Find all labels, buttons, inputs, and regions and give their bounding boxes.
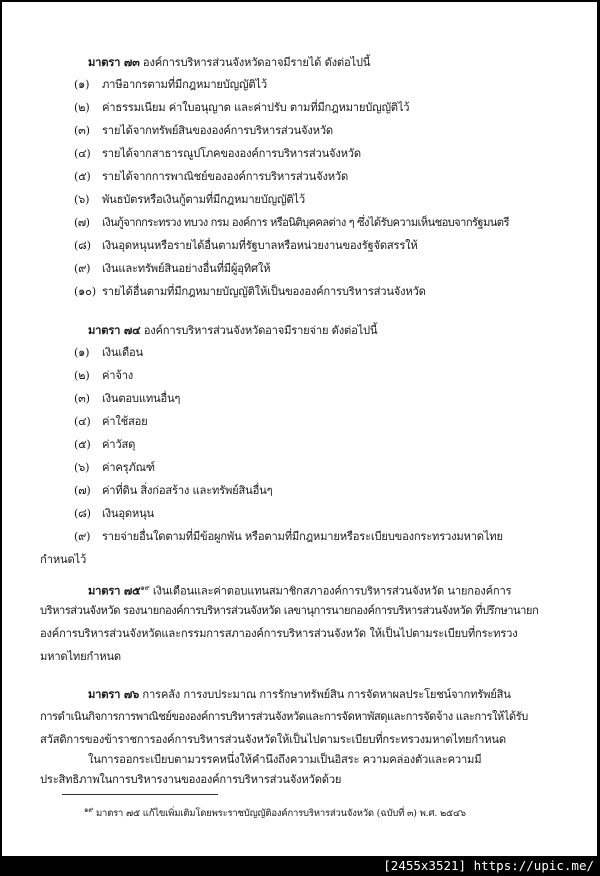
section-75-line: มาตรา ๗๕$^{๑๙}$ เงินเดือนและค่าตอบแทนสมาชิกสภาองค์การบริหารส่วนจังหวัด นายกองค์การ xyxy=(88,583,512,598)
section-75-label: มาตรา ๗๕ xyxy=(88,583,141,598)
list-item: (๖) พันธบัตรหรือเงินกู้ตามที่มีกฎหมายบัญญัติไว้ xyxy=(74,193,305,206)
list-item: (๖) ค่าครุภัณฑ์ xyxy=(74,461,155,474)
list-item: (๕) ค่าวัสดุ xyxy=(74,438,136,451)
section-76-line: สวัสดิการของข้าราชการองค์การบริหารส่วนจังหวัดให้เป็นไปตามระเบียบที่กระทรวงมหาดไทยกำหนด xyxy=(40,733,506,746)
list-item: (๗) เงินกู้จากกระทรวง ทบวง กรม องค์การ หรือนิติบุคคลต่าง ๆ ซึ่งได้รับความเห็นชอบจากรัฐมนตรี xyxy=(74,216,509,229)
footnote-mark: ๑๙ xyxy=(84,806,94,814)
section-74-heading: มาตรา ๗๔ องค์การบริหารส่วนจังหวัดอาจมีรายจ่าย ดังต่อไปนี้ xyxy=(88,323,378,337)
footnote-marker: ๑๙ xyxy=(140,584,150,592)
list-item: (๘) เงินอุดหนุน xyxy=(74,507,154,520)
section-76-line: ในการออกระเบียบตามวรรคหนึ่งให้คำนึงถึงความเป็นอิสระ ความคล่องตัวและความมี xyxy=(88,753,482,766)
list-item: (๙) เงินและทรัพย์สินอย่างอื่นที่มีผู้อุทิศให้ xyxy=(74,262,271,275)
list-item: (๒) ค่าธรรมเนียม ค่าใบอนุญาต และค่าปรับ ตามที่มีกฎหมายบัญญัติไว้ xyxy=(74,101,410,114)
section-76-line: ประสิทธิภาพในการบริหารงานขององค์การบริหารส่วนจังหวัดด้วย xyxy=(40,773,342,786)
section-73-heading: มาตรา ๗๓ องค์การบริหารส่วนจังหวัดอาจมีรายได้ ดังต่อไปนี้ xyxy=(88,55,371,69)
section-74-continuation: กำหนดไว้ xyxy=(40,553,87,566)
footnote: $^{๑๙}$ มาตรา ๗๕ แก้ไขเพิ่มเติมโดยพระราชบัญญัติองค์การบริหารส่วนจังหวัด (ฉบับที่ ๓) พ.ศ. ๒๕๔๖ xyxy=(84,806,466,820)
footnote-divider xyxy=(62,794,218,795)
section-75-line: บริหารส่วนจังหวัด รองนายกองค์การบริหารส่วนจังหวัด เลขานุการนายกองค์การบริหารส่วนจังหวัด ที่ปรึกษานายก xyxy=(40,604,539,617)
list-item: (๗) ค่าที่ดิน สิ่งก่อสร้าง และทรัพย์สินอื่นๆ xyxy=(74,484,273,497)
section-75-line: มหาดไทยกำหนด xyxy=(40,650,121,663)
list-item: (๒) ค่าจ้าง xyxy=(74,369,134,382)
section-75-line: องค์การบริหารส่วนจังหวัดและกรรมการสภาองค์การบริหารส่วนจังหวัด ให้เป็นไปตามระเบียบที่กระทรวง xyxy=(40,627,518,640)
list-item: (๓) รายได้จากทรัพย์สินขององค์การบริหารส่วนจังหวัด xyxy=(74,124,333,137)
list-item: (๔) รายได้จากสาธารณูปโภคขององค์การบริหารส่วนจังหวัด xyxy=(74,147,361,160)
section-76-line: การดำเนินกิจการการพาณิชย์ขององค์การบริหารส่วนจังหวัดและการจัดหาพัสดุและการจัดจ้าง และการให้ได้รับ xyxy=(40,710,528,723)
list-item: (๓) เงินตอบแทนอื่นๆ xyxy=(74,392,181,405)
document-page xyxy=(2,2,597,856)
section-76-label: มาตรา ๗๖ xyxy=(88,687,140,701)
section-74-label: มาตรา ๗๔ xyxy=(88,323,141,337)
list-item: (๕) รายได้จากการพาณิชย์ขององค์การบริหารส่วนจังหวัด xyxy=(74,170,349,183)
section-73-label: มาตรา ๗๓ xyxy=(88,55,140,69)
list-item: (๔) ค่าใช้สอย xyxy=(74,415,148,428)
list-item: (๘) เงินอุดหนุนหรือรายได้อื่นตามที่รัฐบาลหรือหน่วยงานของรัฐจัดสรรให้ xyxy=(74,239,418,252)
list-item: (๑๐) รายได้อื่นตามที่มีกฎหมายบัญญัติให้เป็นขององค์การบริหารส่วนจังหวัด xyxy=(74,285,426,298)
watermark-text: [2455x3521] https://upic.me/ xyxy=(383,858,594,873)
list-item: (๙) รายจ่ายอื่นใดตามที่มีข้อผูกพัน หรือตามที่มีกฎหมายหรือระเบียบของกระทรวงมหาดไทย xyxy=(74,530,503,543)
list-item: (๑) เงินเดือน xyxy=(74,346,143,359)
section-76-line: มาตรา ๗๖ การคลัง การงบประมาณ การรักษาทรัพย์สิน การจัดหาผลประโยชน์จากทรัพย์สิน xyxy=(88,687,511,701)
list-item: (๑) ภาษีอากรตามที่มีกฎหมายบัญญัติไว้ xyxy=(74,78,267,91)
